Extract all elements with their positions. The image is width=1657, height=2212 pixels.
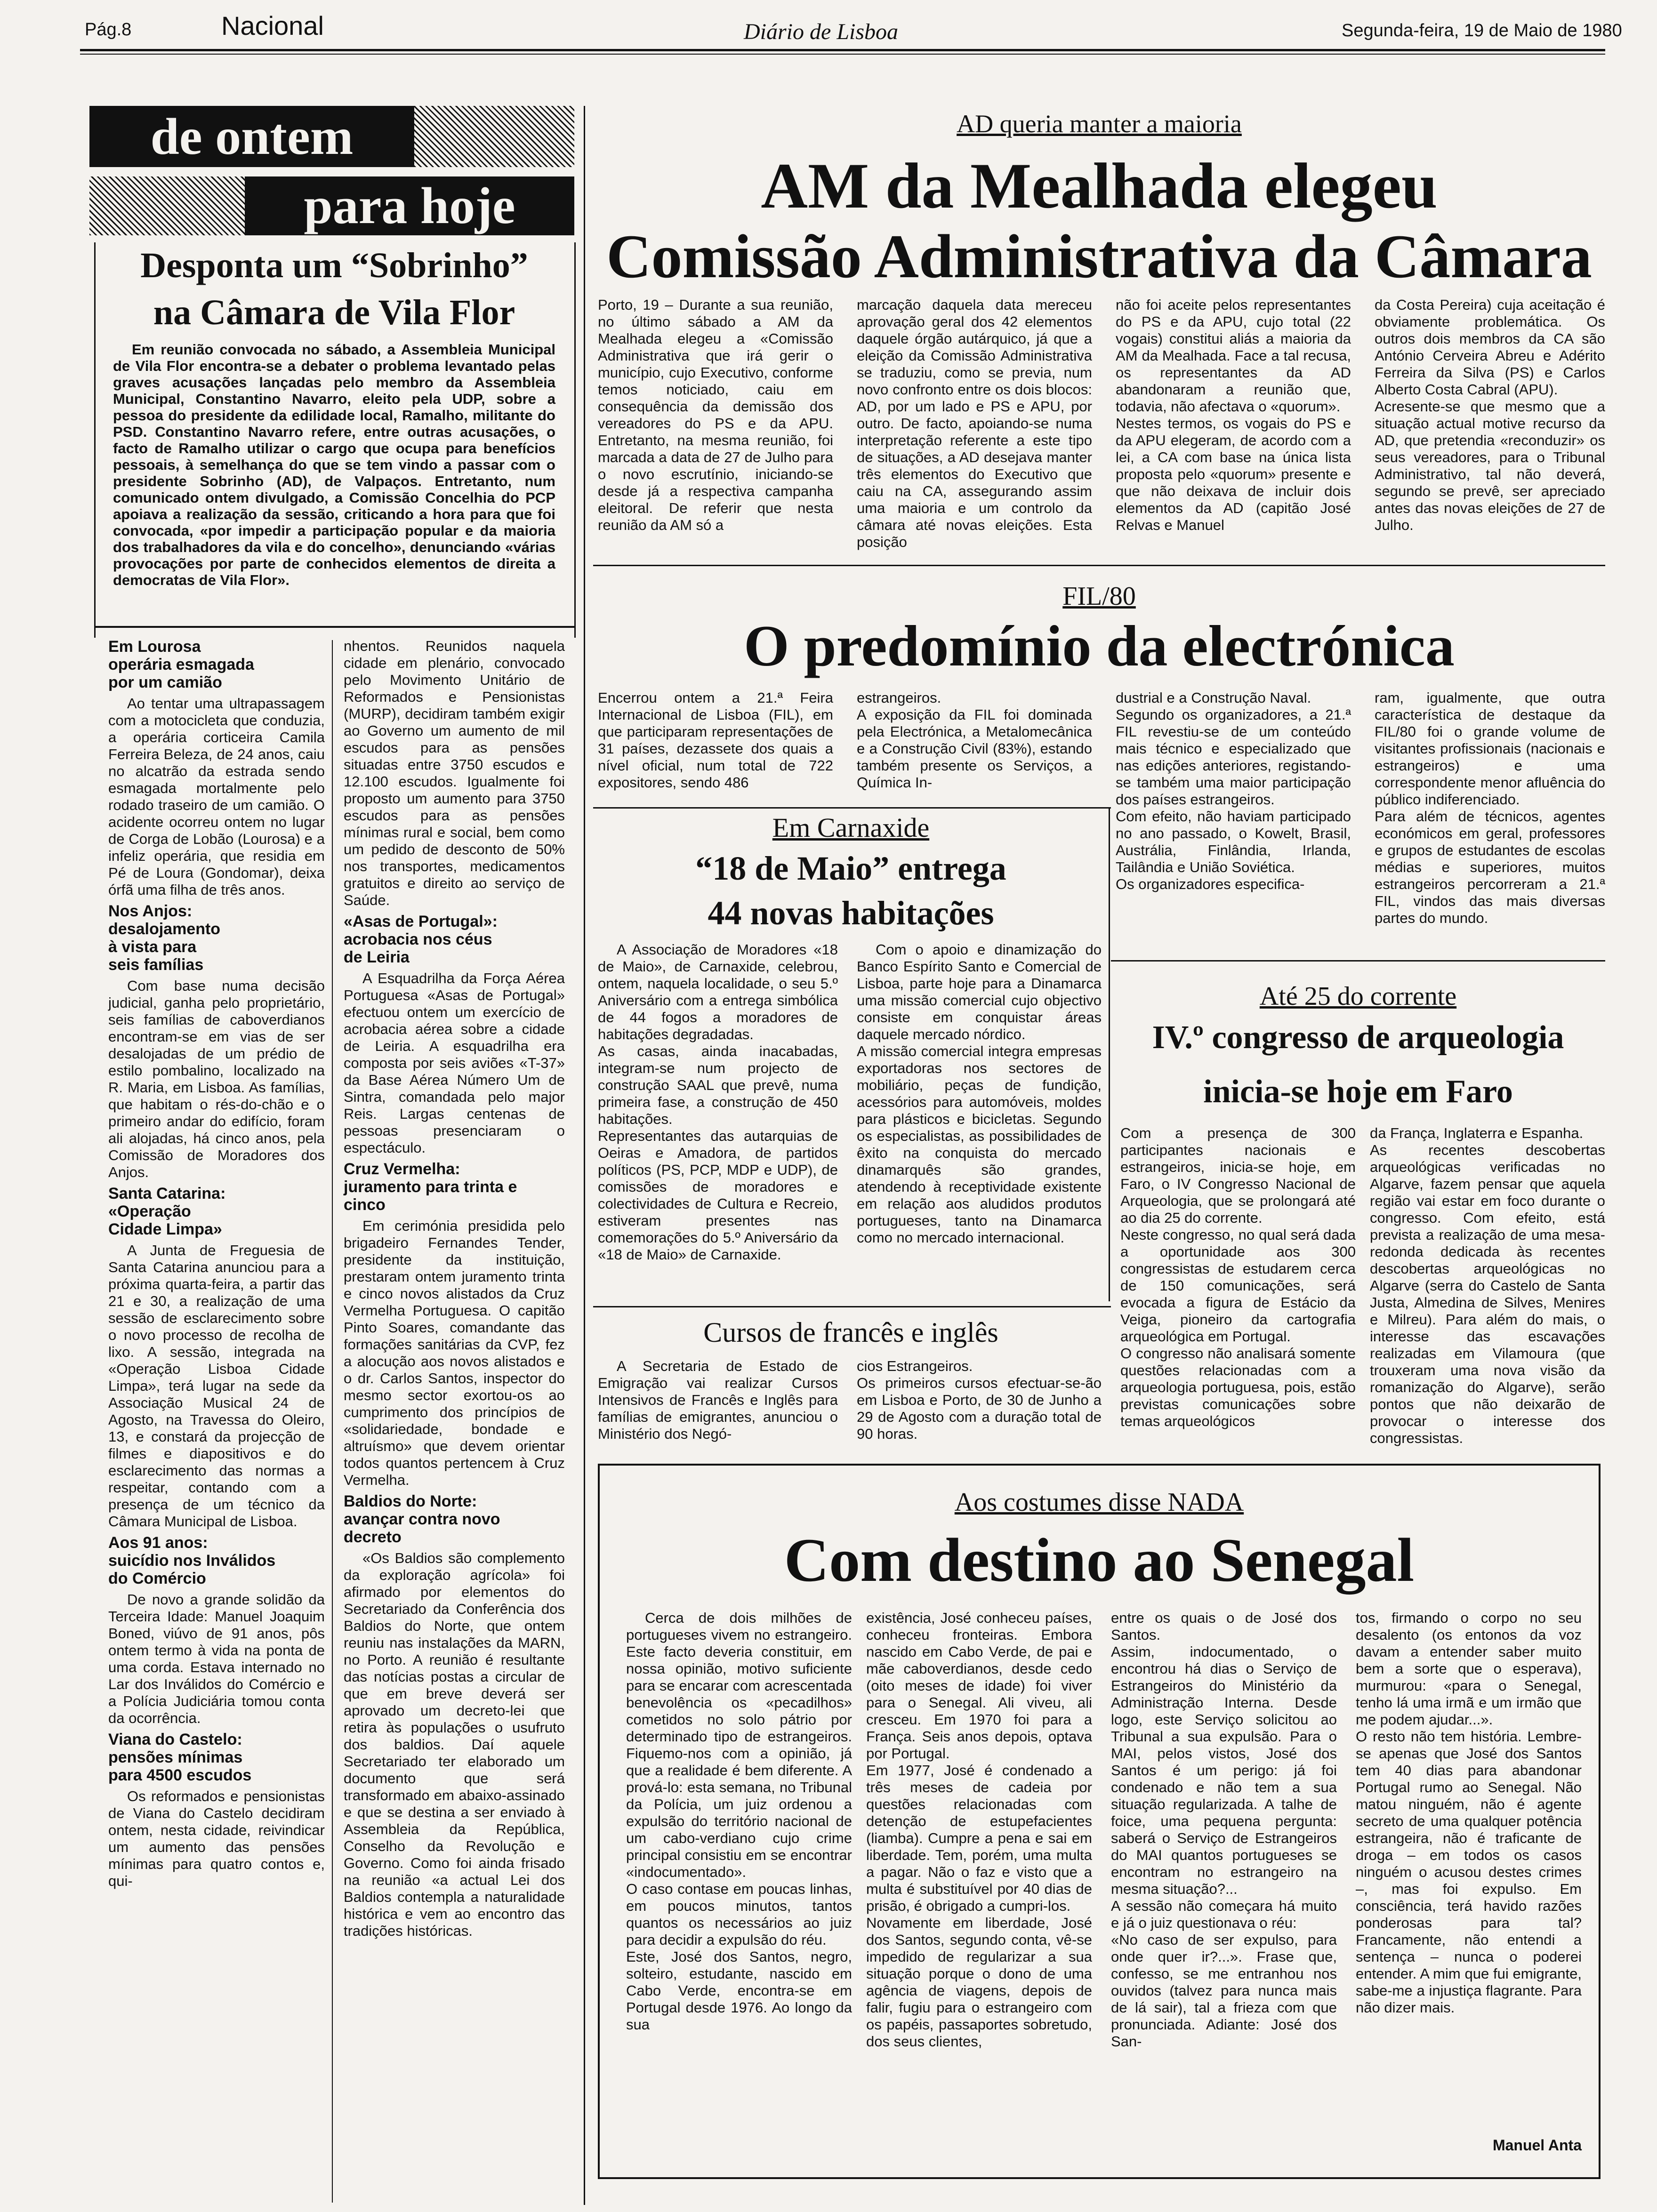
mealhada-text-1: Porto, 19 – Durante a sua reunião, no último sábado a AM da Mealhada elegeu a «Comissão Administrativa que irá gerir o município, cujo Executivo, conforme temos noticiado, caiu em consequência da demissão dos vereadores do PS e da APU. Entretanto, na mesma reunião, foi marcada a data de 27 de Julho para o novo escrutínio, iniciando-se desde já a respectiva campanha eleitoral. De referir que nesta reunião da AM só a (598, 297, 833, 533)
section-name: Nacional (221, 11, 324, 40)
column-rule (584, 106, 585, 2205)
masthead-rule (80, 49, 1605, 51)
carnaxide-kicker: Em Carnaxide (772, 812, 930, 843)
rubric-hatch-top (414, 106, 574, 167)
catarina-text: A Junta de Freguesia de Santa Catarina anunciou para a próxima quarta-feira, a partir das 21 e 30, a realização de uma sessão de esclarecimento sobre o novo processo de recolha de lixo. A sessão, integrada na «Operação Lisboa Cidade Limpa», terá lugar na sede da Associação Musical 24 de Agosto, na Travessa do Oleiro, 13, e constará da projecção de filmes e diapositivos e do esclarecimento das normas a respeitar, contando com a presença de um técnico da Câmara Municipal de Lisboa. (108, 1242, 325, 1530)
fil-kicker: FIL/80 (1062, 582, 1136, 611)
vila-flor-title-2: na Câmara de Vila Flor (153, 293, 515, 332)
senegal-kicker: Aos costumes disse NADA (954, 1488, 1244, 1517)
lourosa-heading: Em Lourosa operária esmagada por um camião (108, 638, 254, 691)
asas-heading: «Asas de Portugal»: acrobacia nos céus de Leiria (344, 913, 498, 966)
column-rule (574, 242, 576, 638)
senegal-text-1: Cerca de dois milhões de portugueses vivem no estrangeiro. Este facto deveria constituir, em nossa opinião, motivo suficiente para se encarar com acrescentada benevolência os «pecadilhos» cometidos no solo pátrio por determinado tipo de estrangeiros. Fiquemo-nos com a opinião, já que a realidade é bem diferente. A prová-lo: esta semana, no Tribunal da Polícia, um juiz ordenou a expulsão do território nacional de um cabo-verdiano cujo crime principal consistiu em se encontrar «indocumentado». O caso contase em poucas linhas, em poucos minutos, tantos quantos os necessários ao juiz para decidir a expulsão do réu. Este, José dos Santos, negro, solteiro, estudante, nascido em Cabo Verde, encontra-se em Portugal desde 1976. Ao longo da sua (626, 1610, 852, 2033)
carnaxide-title-2: 44 novas habitações (708, 894, 994, 932)
arqueologia-text-1: Com a presença de 300 participantes nacionais e estrangeiros, inicia-se hoje, em Faro, o IV Congresso Nacional de Arqueologia, que se prolongará até ao dia 25 do corrente. Neste congresso, no qual será dada a oportunidade aos 300 congressistas de estudarem cerca de 150 comunicações, será evocada a figura de Estácio da Veiga, pioneiro da cartografia arqueológica em Portugal. O congresso não analisará somente questões relacionadas com a arqueologia portuguesa, pois, estão previstas comunicações sobre temas arqueológicos (1120, 1125, 1356, 1429)
fil-col-4 (1375, 689, 1605, 944)
mealhada-col-2 (857, 297, 1092, 551)
arqueologia-text-2: da França, Inglaterra e Espanha. As recentes descobertas arqueológicas verificadas no Algarve, fazem pensar que aquela região vai estar em foco durante o congresso. Com efeito, está prevista a realização de uma mesa-redonda dedicada às recentes descobertas arqueológicas no Algarve (serra do Castelo de Santa Justa, Almedina de Silves, Menires e Milreu). Para além do mais, o interesse das escavações realizadas em Vilamoura (que trouxeram uma nova visão da romanização do Algarve), serão pontos que não deixarão de provocar o interesse dos congressistas. (1370, 1125, 1605, 1446)
anos-text: De novo a grande solidão da Terceira Idade: Manuel Joaquim Boned, viúvo de 91 anos, pôs ontem termo à vida na ponta de uma corda. Estava internado no Lar dos Inválidos do Comércio e a Polícia Judiciária tomou conta da ocorrência. (108, 1591, 325, 1726)
carnaxide-text-1: A Associação de Moradores «18 de Maio», de Carnaxide, celebrou, ontem, naquela localidade, o seu 5.º Aniversário com a entrega simbólica de 44 fogos a moradores de habitações degradadas. As casas, ainda inacabadas, integram-se num projecto de construção SAAL que prevê, numa primeira fase, a construção de 450 habitações. Representantes das autarquias de Oeiras e Amadora, de partidos políticos (PS, PCP, MDP e UDP), de comissões de moradores e colectividades de Cultura e Recreio, estiveram presentes nas comemorações do 5.º Aniversário da «18 de Maio» de Carnaxide. (598, 941, 838, 1263)
fil-text-3: dustrial e a Construção Naval. Segundo os organizadores, a 21.ª FIL revestiu-se de um conteúdo mais técnico e especializado que nas edições anteriores, registando-se também uma maior participação dos países estrangeiros. Com efeito, não haviam participado no ano passado, o Kowelt, Brasil, Austrália, Finlândia, Irlanda, Tailândia e União Soviética. Os organizadores especifica- (1116, 689, 1351, 892)
arqueologia-col-1 (1120, 1125, 1356, 1438)
cursos-col-1 (598, 1358, 838, 1442)
cursos-col-2 (857, 1358, 1102, 1442)
arqueologia-title-1: IV.º congresso de arqueologia (1152, 1019, 1564, 1056)
asas-text: A Esquadrilha da Força Aérea Portuguesa «Asas de Portugal» efectuou ontem um exercício de acrobacia aérea sobre a cidade de Leiria. A esquadrilha era composta por seis aviões «T-37» da Base Aérea Número Um de Sintra, comandada pelo major Reis. Largas centenas de pessoas presenciaram o espectáculo. (344, 970, 565, 1156)
mealhada-text-3: não foi aceite pelos representantes do PS e da APU, cujo total (22 vogais) constitui aliás a maioria da AM da Mealhada. Face a tal recusa, os representantes da AD abandonaram a reunião que, todavia, não afectava o «quorum». Nestes termos, os vogais do PS e da APU elegeram, de acordo com a lei, a CA com base na única lista proposta pelo «quorum» presente e que não deixava de incluir dois elementos da AD (capitão José Relvas e Manuel (1116, 297, 1351, 533)
arqueologia-kicker: Até 25 do corrente (1259, 982, 1457, 1011)
rubric-line-1 (89, 106, 414, 167)
fil-text-4: ram, igualmente, que outra característica de destaque da FIL/80 foi o grande volume de visitantes profissionais (nacionais e estrangeiros) e uma correspondente menor afluência do público indiferenciado. Para além de técnicos, agentes económicos em geral, professores e grupos de estudantes de escolas médias e superiores, muitos estrangeiros percorreram a 21.ª FIL, vindos das mais diversas partes do mundo. (1375, 689, 1605, 926)
arqueologia-title-2: inicia-se hoje em Faro (1203, 1074, 1513, 1110)
section-rule (593, 807, 1111, 809)
briefs-column-left (108, 638, 325, 2205)
mealhada-col-4 (1375, 297, 1605, 551)
viana-text: Os reformados e pensionistas de Viana do Castelo decidiram ontem, nesta cidade, reivindicar um aumento das pensões mínimas para quatro contos e, qui- (108, 1788, 325, 1889)
briefs-column-mid (344, 638, 565, 2205)
column-rule (332, 640, 333, 2203)
senegal-text-2: existência, José conheceu países, conheceu fronteiras. Embora nascido em Cabo Verde, de pai e mãe caboverdianos, desde cedo (oito meses de idade) foi viver para o Senegal. Ali viveu, ali cresceu. Em 1970 foi para a França. Seis anos depois, optava por Portugal. Em 1977, José é condenado a três meses de cadeia por questões relacionadas com detenção de estupefacientes (liamba). Cumpre a pena e sai em liberdade. Tem, porém, uma multa a pagar. Não o faz e visto que a multa é substituível por 40 dias de prisão, é obrigado a cumpri-los. Novamente em liberdade, José dos Santos, segundo conta, vê-se impedido de regularizar a sua situação porque o dono de uma agência de viagens, depois de falir, fugiu para o estrangeiro com os papéis, passaportes sobretudo, dos seus clientes, (866, 1610, 1092, 2050)
fil-col-3 (1116, 689, 1351, 944)
fil-col-1 (598, 689, 833, 802)
fil-title: O predomínio da electrónica (744, 614, 1455, 678)
vila-flor-title-1: Desponta um “Sobrinho” (140, 246, 528, 285)
senegal-col-1 (626, 1610, 852, 2170)
cursos-title: Cursos de francês e inglês (703, 1317, 998, 1348)
rubric-hatch-bottom (89, 176, 245, 235)
senegal-col-4 (1356, 1610, 1582, 2127)
senegal-col-3 (1111, 1610, 1337, 2170)
baldios-heading: Baldios do Norte: avançar contra novo decreto (344, 1492, 500, 1546)
page-number: Pág.8 (85, 20, 132, 40)
masthead-rule-thin (80, 54, 1605, 55)
cruz-heading: Cruz Vermelha: juramento para trinta e cinco (344, 1160, 517, 1214)
section-rule (593, 1306, 1111, 1307)
cursos-text-2: cios Estrangeiros. Os primeiros cursos efectuar-se-ão em Lisboa e Porto, de 30 de Junho a 29 de Agosto com a duração total de 90 horas. (857, 1358, 1102, 1442)
vila-flor-lede-text: Em reunião convocada no sábado, a Assembleia Municipal de Vila Flor encontra-se a debater o problema levantado pelas graves acusações lançadas pelo membro da Assembleia Municipal, Constantino Navarro, eleito pela UDP, sobre a pessoa do presidente da edilidade local, Ramalho, militante do PSD. Constantino Navarro refere, entre outras acusações, o facto de Ramalho utilizar o cargo que ocupa para benefícios pessoais, à semelhança do que se tem vindo a passar com o presidente Sobrinho (AD), de Valpaços. Entretanto, num comunicado ontem divulgado, a Comissão Concelhia do PCP apoiava a realização da sessão, criticando a hora para que foi convocada, «por impedir a participação popular e da maioria dos trabalhadores da vila e do concelho», denunciando «várias provocações por parte de conhecidos elementos de direita a democratas de Vila Flor». (113, 341, 555, 588)
mealhada-kicker: AD queria manter a maioria (957, 110, 1242, 138)
mealhada-text-4: da Costa Pereira) cuja aceitação é obviamente problemática. Os outros dois membros da CA são António Cerveira Abreu e Adérito Ferreira da Silva (PS) e Carlos Alberto Costa Cabral (APU). Acresente-se que mesmo que a situação actual motive recurso da AD, que pretendia «reconduzir» os seus vereadores, para o Tribunal Administrativo, tal não deverá, segundo se prevê, ser apreciado antes das novas eleições de 27 de Julho. (1375, 297, 1605, 533)
rubric-text-1: de ontem (150, 108, 354, 165)
section-rule (1111, 960, 1605, 962)
column-rule (94, 242, 96, 638)
carnaxide-text-2: Com o apoio e dinamização do Banco Espírito Santo e Comercial de Lisboa, parte hoje para a Dinamarca uma missão comercial cujo objectivo consiste em conquistar áreas daquele mercado nórdico. A missão comercial integra empresas exportadoras nos sectores de mobiliário, peças de fundição, acessórios para automóveis, moldes para plásticos e bicicletas. Segundo os especialistas, as possibilidades de êxito na conquista do mercado dinamarquês são grandes, atendendo à receptividade existente em relação aos aludidos produtos portugueses, tanto na Dinamarca como no mercado internacional. (857, 941, 1102, 1246)
mealhada-col-1 (598, 297, 833, 551)
section-rule (593, 565, 1605, 566)
issue-date: Segunda-feira, 19 de Maio de 1980 (1342, 21, 1622, 40)
fil-text-2: estrangeiros. A exposição da FIL foi dominada pela Electrónica, a Metalomecânica e a Construção Civil (83%), estando também presente os Serviços, a Química In- (857, 689, 1092, 791)
cruz-text: Em cerimónia presidida pelo brigadeiro Fernandes Tender, presidente da instituição, prestaram ontem juramento trinta e cinco novos alistados da Cruz Vermelha Portuguesa. O capitão Pinto Soares, comandante das formações sanitárias da CVP, fez a alocução aos novos alistados e o dr. Carlos Santos, inspector do mesmo sector exortou-os ao cumprimento dos princípios de «solidariedade, bondade e altruísmo» que devem orientar todos quantos pertencem à Cruz Vermelha. (344, 1218, 565, 1488)
rubric-text-2: para hoje (304, 177, 515, 234)
carnaxide-col-2 (857, 941, 1102, 1290)
viana-heading: Viana do Castelo: pensões mínimas para 4500 escudos (108, 1731, 252, 1784)
carnaxide-title-1: “18 de Maio” entrega (695, 850, 1006, 887)
arqueologia-col-2 (1370, 1125, 1605, 1446)
catarina-heading: Santa Catarina: «Operação Cidade Limpa» (108, 1185, 226, 1238)
fil-col-2 (857, 689, 1092, 802)
baldios-text: «Os Baldios são complemento da exploração agrícola» foi afirmado por elementos do Secretariado da Conferência dos Baldios do Norte, que ontem reuniu nas instalações da MARN, no Porto. A reunião é resultante das notícias postas a circular de que em breve deverá ser aprovado um decreto-lei que retira às populações o usufruto dos baldios. Daí aquele Secretariado ter elaborado um documento que será transformado em abaixo-assinado e que se destina a ser enviado à Assembleia da República, Conselho da Revolução e Governo. Como foi ainda frisado na reunião «a actual Lei dos Baldios contempla a naturalidade histórica e vem ao encontro das tradições históricas. (344, 1550, 565, 1939)
vila-flor-lede (113, 341, 555, 619)
mealhada-col-3 (1116, 297, 1351, 551)
anjos-heading: Nos Anjos: desalojamento à vista para seis famílias (108, 902, 221, 974)
carnaxide-col-1 (598, 941, 838, 1290)
section-rule (94, 626, 576, 628)
senegal-text-4: tos, firmando o corpo no seu desalento (os entonos da voz davam a entender saber muito bem a sorte que o esperava), murmurou: «para o Senegal, tenho lá uma irmã e um irmão que me podem ajudar...». O resto não tem história. Lembre-se apenas que José dos Santos tem 40 dias para abandonar Portugal rumo ao Senegal. Não matou ninguém, não é agente secreto de uma qualquer potência estrangeira, não é traficante de droga – em todos os casos ninguém o acusou destes crimes –, mas foi expulso. Em consciência, terá havido razões ponderosas para tal? Francamente, não entendi a sentença – nunca o poderei entender. A mim que fui emigrante, sabe-me a injustiça flagrante. Para não dizer mais. (1356, 1610, 1582, 2016)
anjos-text: Com base numa decisão judicial, ganha pelo proprietário, seis famílias de caboverdianos encontram-se em vias de ser desalojadas de um prédio de estilo pombalino, localizado na R. Maria, em Lisboa. As famílias, que habitam o rés-do-chão e o primeiro andar do edifício, foram ali alojadas, há cinco anos, pela Comissão de Moradores dos Anjos. (108, 978, 325, 1180)
column-rule (1109, 807, 1110, 1301)
cursos-text-1: A Secretaria de Estado de Emigração vai realizar Cursos Intensivos de Francês e Inglês para famílias de emigrantes, anunciou o Ministério dos Negó- (598, 1358, 838, 1442)
senegal-title: Com destino ao Senegal (784, 1525, 1415, 1595)
mealhada-title-1: AM da Mealhada elegeu (761, 150, 1438, 222)
lourosa-text: Ao tentar uma ultrapassagem com a motocicleta que conduzia, a operária corticeira Camila Ferreira Beleza, de 24 anos, caiu no alcatrão da estrada sendo esmagada mortalmente pelo rodado traseiro de um camião. O acidente ocorreu ontem no lugar de Corga de Lobão (Lourosa) e a infeliz operária, que residia em Pé de Loura (Gondomar), deixa órfã uma filha de três anos. (108, 695, 325, 898)
senegal-author: Manuel Anta (1492, 2137, 1582, 2154)
mealhada-text-2: marcação daquela data mereceu aprovação geral dos 42 elementos daquele órgão autárquico, já que a eleição da Comissão Administrativa se traduziu, como se previa, num novo confronto entre os dois blocos: AD, por um lado e PS e APU, por outro. De facto, apoiando-se numa interpretação referente a este tipo de situações, a AD desejava manter três elementos do Executivo que caiu na CA, assegurando assim uma maioria e um controlo da câmara até novas eleições. Esta posição (857, 297, 1092, 550)
anos-heading: Aos 91 anos: suicídio nos Inválidos do Comércio (108, 1534, 276, 1587)
viana-continued-text: nhentos. Reunidos naquela cidade em plenário, convocado pelo Movimento Unitário de Reformados e Pensionistas (MURP), decidiram também exigir ao Governo um aumento de mil escudos para as pensões situadas entre 3750 escudos e 12.100 escudos. Igualmente foi proposto um aumento para 3750 escudos para as pensões mínimas rural e social, bem como um pedido de desconto de 50% nos transportes, medicamentos gratuitos e direito ao serviço de Saúde. (344, 638, 565, 908)
newspaper-name: Diário de Lisboa (744, 19, 899, 44)
rubric-line-2 (245, 176, 574, 235)
senegal-col-2 (866, 1610, 1092, 2170)
fil-text-1: Encerrou ontem a 21.ª Feira Internacional de Lisboa (FIL), em que participaram representações de 31 países, dezassete dos quais a nível oficial, num total de 722 expositores, sendo 486 (598, 689, 833, 791)
mealhada-title-2: Comissão Administrativa da Câmara (606, 222, 1592, 291)
senegal-text-3: entre os quais o de José dos Santos. Assim, indocumentado, o encontrou há dias o Serviço de Estrangeiros do Ministério da Administração Interna. Desde logo, este Serviço solicitou ao Tribunal a sua expulsão. Para o MAI, pelos vistos, José dos Santos é um perigo: já foi condenado e não tem a sua situação regularizada. A talhe de foice, uma pequena pergunta: saberá o Serviço de Estrangeiros do MAI quantos portugueses se encontram no estrangeiro na mesma situação?... A sessão não começara há muito e já o juiz questionava o réu: «No caso de ser expulso, para onde quer ir?...». Frase que, confesso, se me entranhou nos ouvidos (talvez para nunca mais de lá sair), tal a frieza com que pronunciada. Adiante: José dos San- (1111, 1610, 1337, 2050)
